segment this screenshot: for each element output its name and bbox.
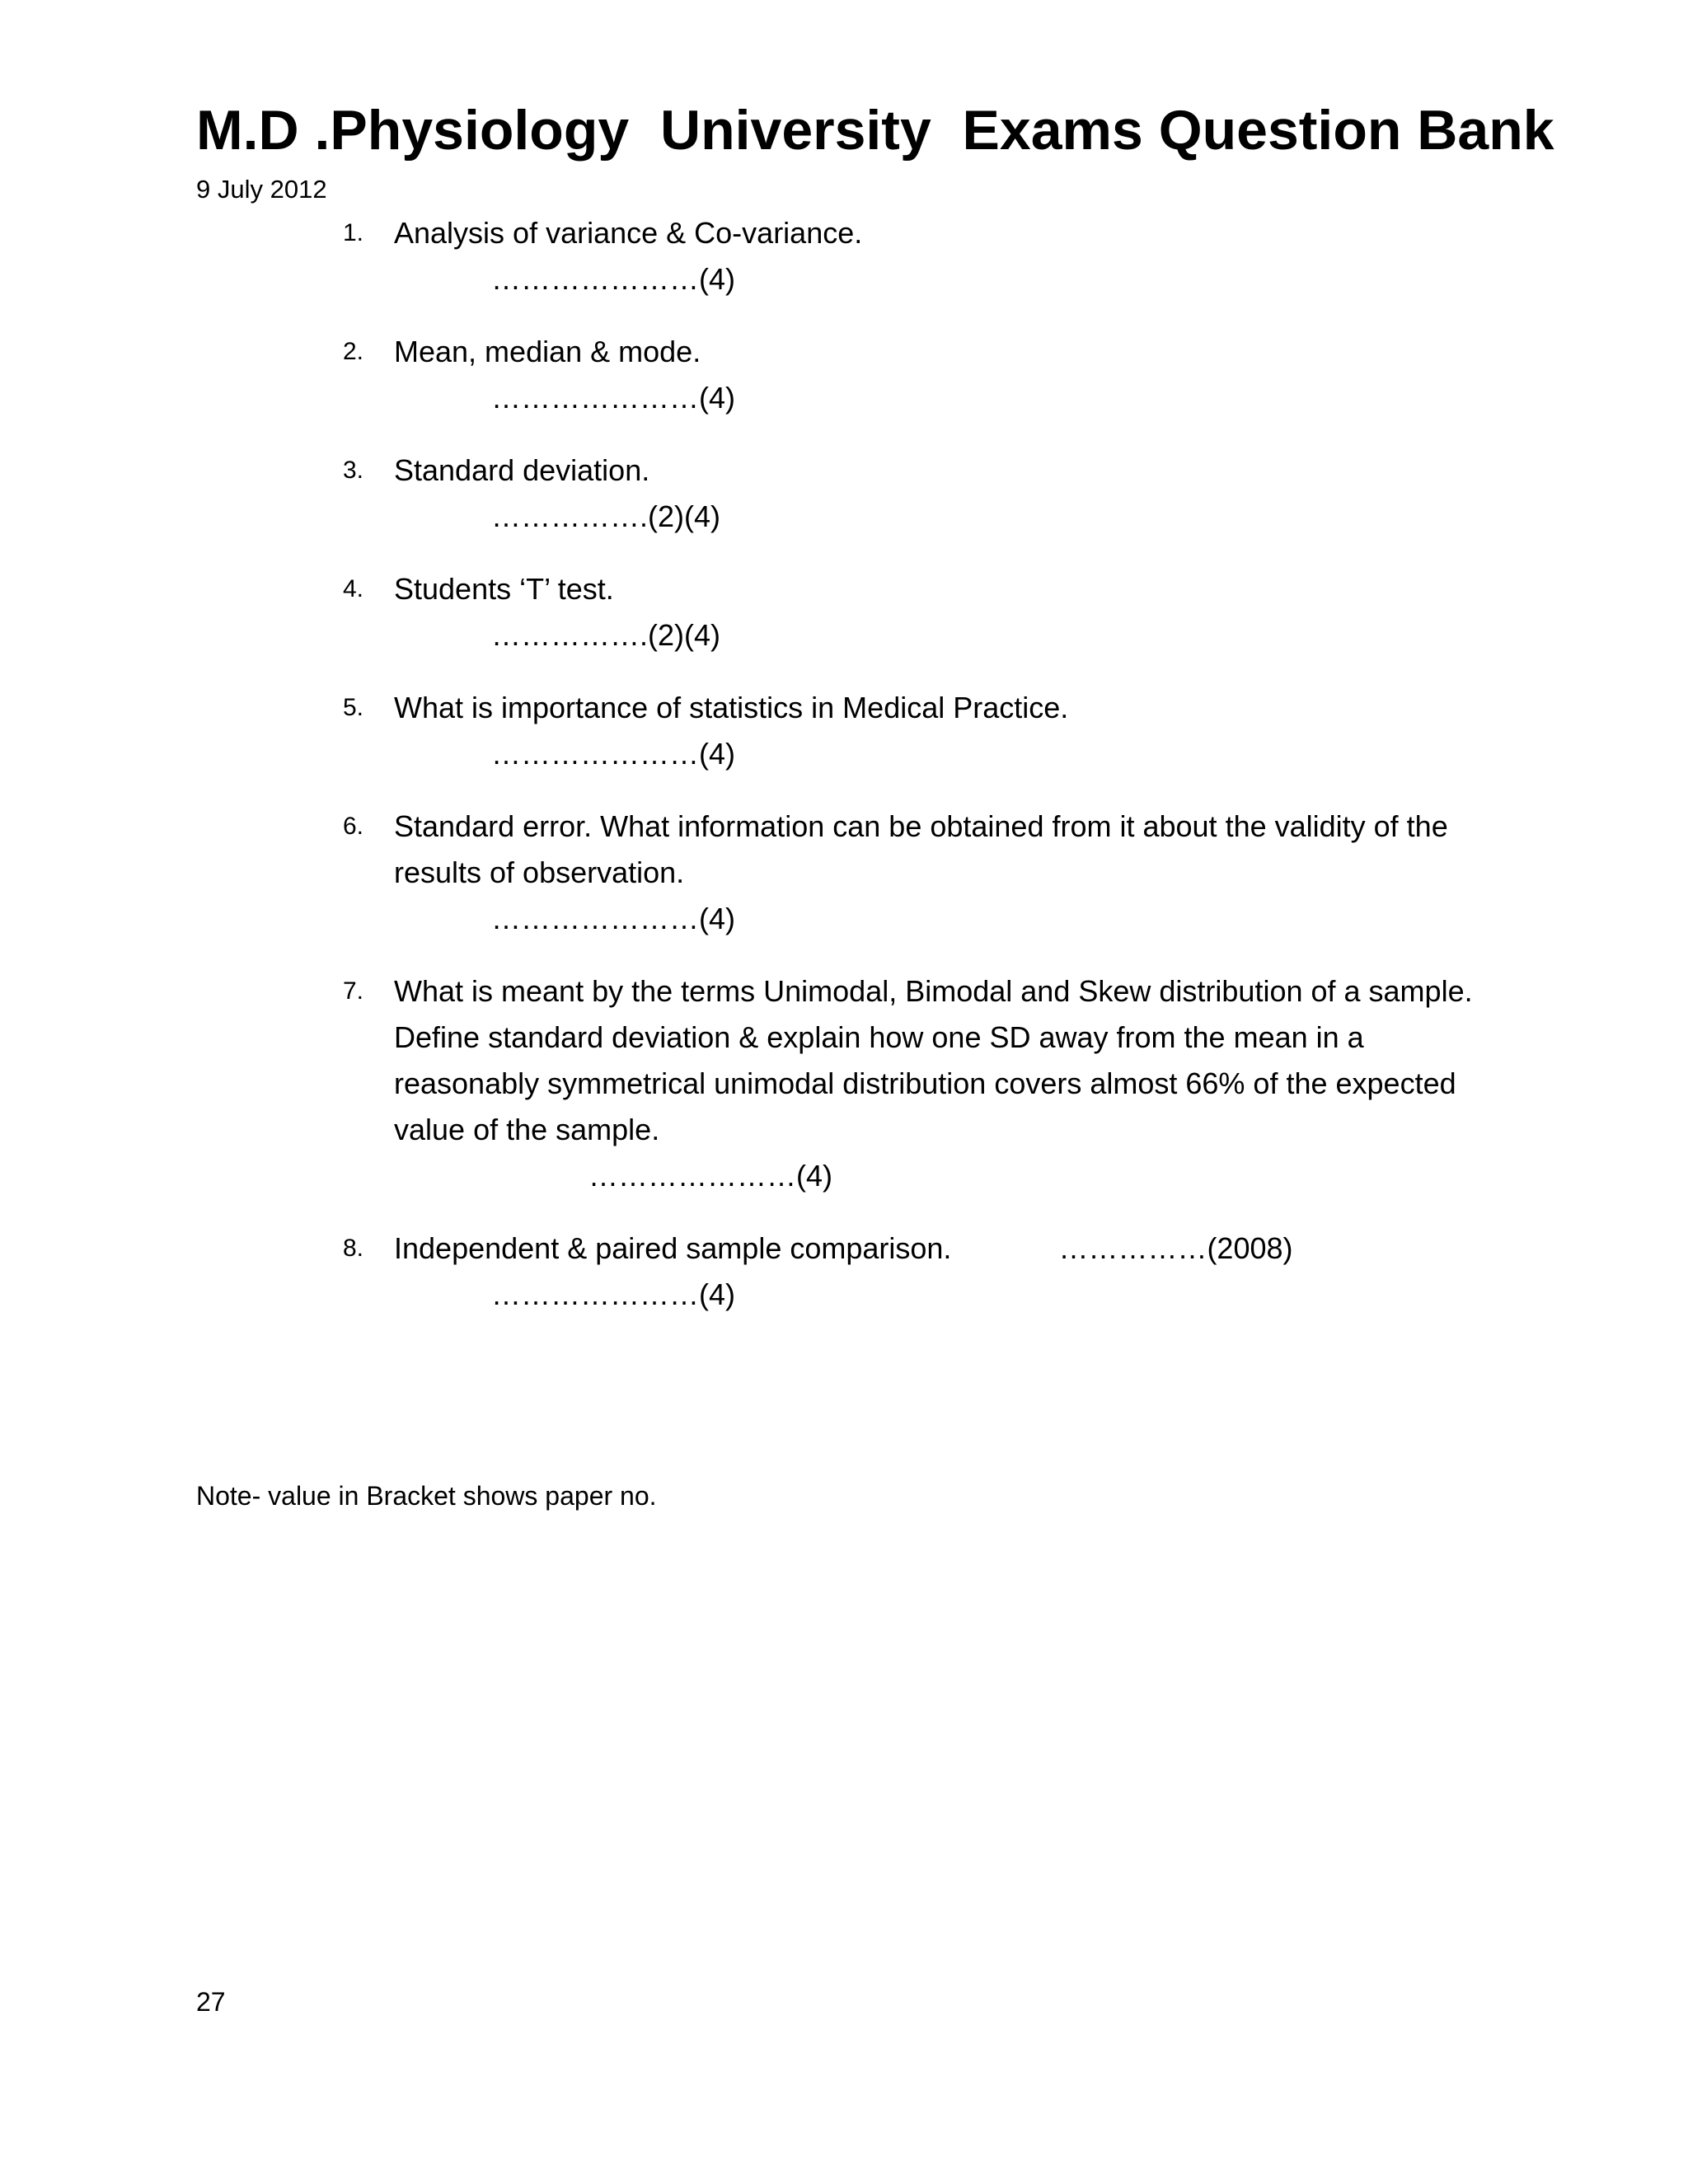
question-item-3 — [343, 448, 1513, 540]
question-number: 1. — [343, 219, 364, 246]
question-year: ……………(2008) — [1058, 1231, 1293, 1265]
question-marks: …………………(4) — [491, 902, 735, 935]
question-item-1 — [343, 210, 1513, 302]
question-text: What is importance of statistics in Medical Practice. — [394, 691, 1069, 724]
question-text: Mean, median & mode. — [394, 335, 701, 368]
question-item-6 — [343, 804, 1513, 942]
question-number: 3. — [343, 457, 364, 484]
question-marks: …………….(2)(4) — [491, 499, 720, 533]
question-number: 7. — [343, 977, 364, 1005]
question-text: What is meant by the terms Unimodal, Bimodal and Skew distribution of a sample. Define standard deviation & explain how one SD away from the mean in a reasonably symmetrical unimodal distribution covers almost 66% of the expected value of the sample. — [394, 974, 1473, 1146]
question-number: 5. — [343, 694, 364, 721]
question-item-7 — [343, 968, 1513, 1199]
question-item-8 — [343, 1226, 1513, 1318]
question-marks: …………….(2)(4) — [491, 618, 720, 652]
question-number: 4. — [343, 575, 364, 602]
question-marks: …………………(4) — [491, 1277, 735, 1311]
question-text-main: Independent & paired sample comparison. — [394, 1231, 952, 1265]
question-marks: …………………(4) — [491, 262, 735, 296]
question-item-2 — [343, 329, 1513, 421]
question-list — [343, 210, 1513, 1344]
question-item-5 — [343, 685, 1513, 777]
question-text: Students ‘T’ test. — [394, 572, 614, 606]
footnote: Note- value in Bracket shows paper no. — [196, 1481, 657, 1511]
question-text: Analysis of variance & Co-variance. — [394, 216, 863, 250]
question-marks: …………………(4) — [588, 1159, 832, 1193]
page-title: M.D .Physiology University Exams Question Bank — [196, 99, 1554, 162]
page-number: 27 — [196, 1987, 226, 2017]
question-marks: …………………(4) — [491, 737, 735, 771]
question-text — [394, 1226, 1513, 1272]
page-date: 9 July 2012 — [196, 175, 327, 204]
question-number: 2. — [343, 338, 364, 365]
question-marks: …………………(4) — [491, 381, 735, 415]
question-item-4 — [343, 566, 1513, 658]
question-number: 8. — [343, 1235, 364, 1262]
question-number: 6. — [343, 813, 364, 840]
question-text: Standard error. What information can be obtained from it about the validity of the results of observation. — [394, 809, 1448, 889]
question-text: Standard deviation. — [394, 453, 650, 487]
